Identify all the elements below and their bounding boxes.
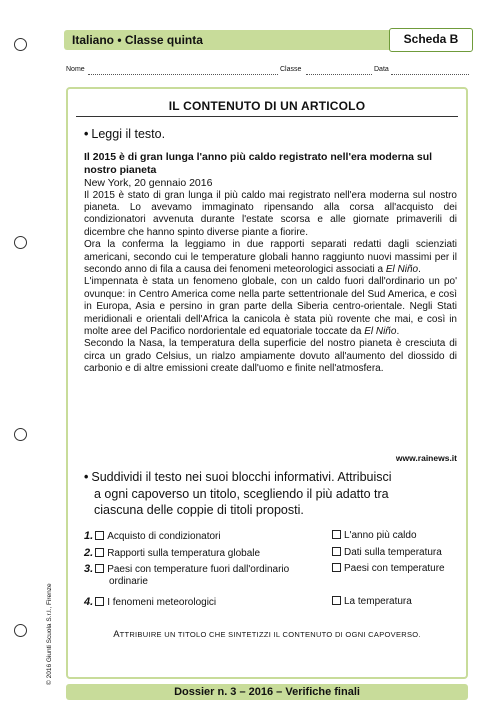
paragraph-4: Secondo la Nasa, la temperatura della superficie del nostro pianeta è cresciuta di circa un grado Celsius, un rialzo ampiamente dovuto all'aumento del diossido di carbonio e di altre emissioni create dall'uomo e finite nell'atmosfera. (84, 338, 457, 375)
binder-hole-2 (14, 236, 27, 249)
bullet-icon: • (84, 470, 89, 484)
binder-hole-4 (14, 624, 27, 637)
checkbox[interactable] (332, 596, 341, 605)
nome-field[interactable] (88, 74, 278, 75)
header-bar (64, 30, 471, 50)
footer-bar: Dossier n. 3 – 2016 – Verifiche finali (66, 684, 468, 700)
checkbox[interactable] (95, 597, 104, 606)
bullet-icon: • (84, 127, 89, 141)
classe-label: Classe (280, 66, 302, 73)
option-row-2-right: Dati sulla temperatura (330, 547, 442, 559)
checkbox[interactable] (95, 531, 104, 540)
option-row-2-left: 2. Rapporti sulla temperatura globale (84, 547, 261, 559)
data-label: Data (374, 66, 389, 73)
instruction-read (84, 127, 165, 141)
worksheet-card (66, 87, 468, 679)
option-row-3-right: Paesi con temperature (330, 563, 445, 575)
title-divider (76, 116, 458, 117)
checkbox[interactable] (95, 548, 104, 557)
nome-label: Nome (66, 66, 85, 73)
option-row-3-left: 3. Paesi con temperature fuori dall'ordinario (84, 563, 290, 575)
article-source: www.rainews.it (395, 453, 457, 463)
checkbox[interactable] (95, 564, 104, 573)
subject-title: Italiano • Classe quinta (72, 33, 203, 47)
checkbox[interactable] (332, 563, 341, 572)
article-dateline: New York, 20 gennaio 2016 (84, 176, 213, 189)
copyright-note: © 2016 Giunti Scuola S.r.l., Firenze (46, 583, 53, 685)
checkbox[interactable] (332, 547, 341, 556)
option-row-4-right: La temperatura (330, 596, 412, 608)
paragraph-2: Ora la conferma la leggiamo in due rapporti separati redatti dagli scienziati americani, secondo cui le temperature globali hanno raggiunto nuovi massimi per il secondo anno di fila a causa dei fenomeni meteorologici associati a El Niño. (84, 239, 457, 276)
article-body (84, 151, 457, 376)
instruction-divide: • Suddividi il testo nei suoi blocchi informativi. Attribuisci a ogni capoverso un titolo, scegliendo il più adatto tra ciascuna delle coppie di titoli proposti. (84, 470, 392, 517)
checkbox[interactable] (332, 530, 341, 539)
data-field[interactable] (391, 74, 469, 75)
binder-hole-1 (14, 38, 27, 51)
option-row-1-left: 1. Acquisto di condizionatori (84, 530, 221, 542)
classe-field[interactable] (306, 74, 372, 75)
student-fields (66, 66, 471, 78)
option-row-3-left-cont: ordinarie (109, 576, 148, 587)
option-row-4-left: 4. I fenomeni meteorologici (84, 596, 217, 608)
article-headline: Il 2015 è di gran lunga l'anno più caldo registrato nell'era moderna sul nostro pianeta (84, 151, 433, 176)
option-row-1-right: L'anno più caldo (330, 530, 417, 542)
summary-instruction: ATTRIBUIRE UN TITOLO CHE SINTETIZZI IL CONTENUTO DI OGNI CAPOVERSO. (113, 629, 421, 640)
scheda-label: Scheda B (389, 28, 473, 52)
paragraph-1: Il 2015 è stato di gran lunga il più caldo mai registrato nell'era moderna sul nostro pianeta. Lo avevamo immaginato ripensando alla corsa all'acquisto dei condizionatori avvenuta durante l'estate scorsa e alle giornate primaverili di dicembre che hanno spinto diverse piante a fiorire. (84, 189, 457, 238)
paragraph-3: L'impennata è stata un fenomeno globale, con un caldo fuori dall'ordinario un po' ovunque: in Centro America come nella parte settentrionale del Sud America, e così in Europa, Asia e persino in gran parte della Siberia centro-orientale. Negli Stati meridionali e orientali dell'Africa la canicola è stata più rovente che mai, e così in molte aree del Pacifico nordorientale ed equatoriale toccate da El Niño. (84, 276, 457, 338)
binder-hole-3 (14, 428, 27, 441)
section-title: IL CONTENUTO DI UN ARTICOLO (168, 99, 366, 113)
instruction-read-text: Leggi il testo. (91, 127, 166, 141)
